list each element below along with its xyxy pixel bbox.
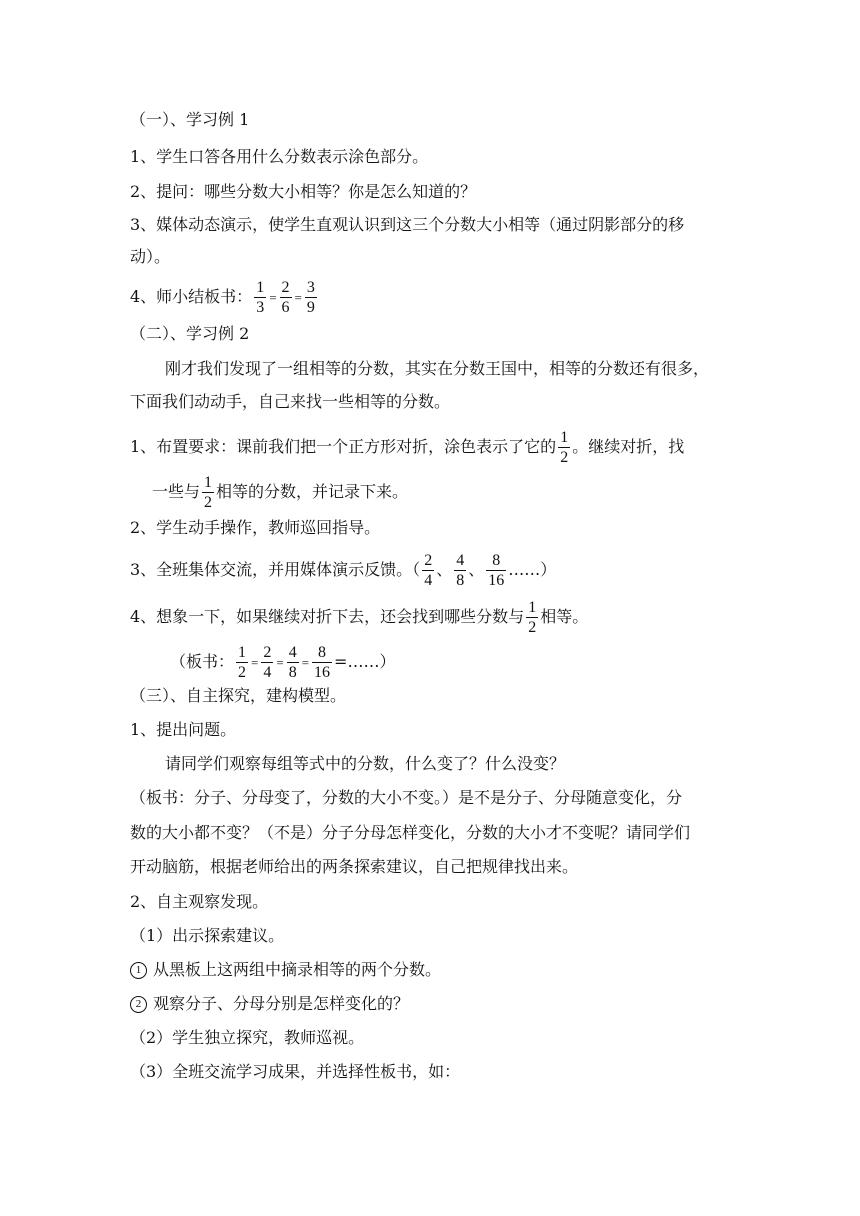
paragraph-line: 请同学们观察每组等式中的分数，什么变了？什么没变？ [165,754,566,773]
fraction: $\frac{4}{8}$ [288,644,297,681]
fraction: $\frac{1}{2}$ [560,429,569,466]
paragraph-line: 2、自主观察发现。 [130,892,269,911]
line-text: 一些与 [152,482,201,501]
separator: 、 [436,560,453,579]
paragraph-line: 下面我们动动手，自己来找一些相等的分数。 [130,392,451,411]
line-text: 1、布置要求：课前我们把一个正方形对折，涂色表示了它的 [130,437,557,456]
line-text: 3、全班集体交流，并用媒体演示反馈。（ [130,560,421,579]
line-text: 4、想象一下，如果继续对折下去，还会找到哪些分数与 [130,607,525,626]
paragraph-line: 数的大小都不变？（不是）分子分母怎样变化，分数的大小才不变呢？请同学们 [130,823,691,842]
fraction: $\frac{1}{2}$ [238,644,247,681]
line-text: 4、师小结板书： [130,287,253,306]
list-item [130,992,409,1016]
circled-number-icon: 1 [130,962,147,979]
paragraph-line [130,428,684,467]
fraction: $\frac{1}{3}$ [256,279,265,316]
fraction: $\frac{2}{4}$ [424,552,433,589]
paragraph-line: 3、媒体动态演示，使学生直观认识到这三个分数大小相等（通过阴影部分的移 [130,215,685,234]
paragraph-line: 2、提问：哪些分数大小相等？你是怎么知道的？ [130,182,477,201]
fraction: $\frac{1}{2}$ [204,474,213,511]
line-text: ……） [508,560,557,579]
circled-number-icon: 2 [130,996,147,1013]
paragraph-line: 1、提出问题。 [130,720,237,739]
paragraph-line: （1）出示探索建议。 [130,926,285,945]
fraction: $\frac{3}{9}$ [306,279,315,316]
section-heading-2: （二）、学习例 2 [130,324,250,343]
section-heading-3: （三）、自主探究，建构模型。 [130,686,347,705]
equals-sign: = [294,289,302,305]
fraction: $\frac{8}{16}$ [488,552,505,589]
equals-sign: = [301,654,310,670]
section-heading-1: （一）、学习例 1 [130,110,250,129]
paragraph-line: 开动脑筋，根据老师给出的两条探索建议，自己把规律找出来。 [130,857,579,876]
line-text: 相等。 [540,607,589,626]
paragraph-line [130,598,588,637]
paragraph-line: （板书：分子、分母变了，分数的大小不变。）是不是分子、分母随意变化，分 [130,788,683,807]
line-text: （板书： [170,652,235,671]
line-text: 从黑板上这两组中摘录相等的两个分数。 [153,960,442,979]
paragraph-line: （2）学生独立探究，教师巡视。 [130,1028,365,1047]
fraction: $\frac{2}{4}$ [263,644,272,681]
line-text: 观察分子、分母分别是怎样变化的？ [153,994,410,1013]
equals-sign: = [276,654,284,670]
board-summary-line [130,278,319,317]
fraction: $\frac{8}{16}$ [314,644,331,681]
paragraph-line: 刚才我们发现了一组相等的分数，其实在分数王国中，相等的分数还有很多， [165,359,710,378]
list-item [130,958,441,982]
paragraph-line [152,473,408,512]
paragraph-line [130,551,556,590]
board-writing-line [170,643,395,682]
equals-sign: = [251,654,259,670]
fraction: $\frac{1}{2}$ [528,599,537,636]
paragraph-line: （3）全班交流学习成果，并选择性板书，如： [130,1062,461,1081]
line-text: 相等的分数，并记录下来。 [216,482,409,501]
separator: 、 [468,560,485,579]
equals-sign: = [269,289,277,305]
line-text: 。继续对折，找 [572,437,685,456]
line-text: =……） [334,652,396,671]
paragraph-line: 动）。 [130,247,171,266]
paragraph-line: 2、学生动手操作，教师巡回指导。 [130,518,381,537]
paragraph-line: 1、学生口答各用什么分数表示涂色部分。 [130,147,429,166]
fraction: $\frac{4}{8}$ [456,552,465,589]
fraction: $\frac{2}{6}$ [281,279,290,316]
